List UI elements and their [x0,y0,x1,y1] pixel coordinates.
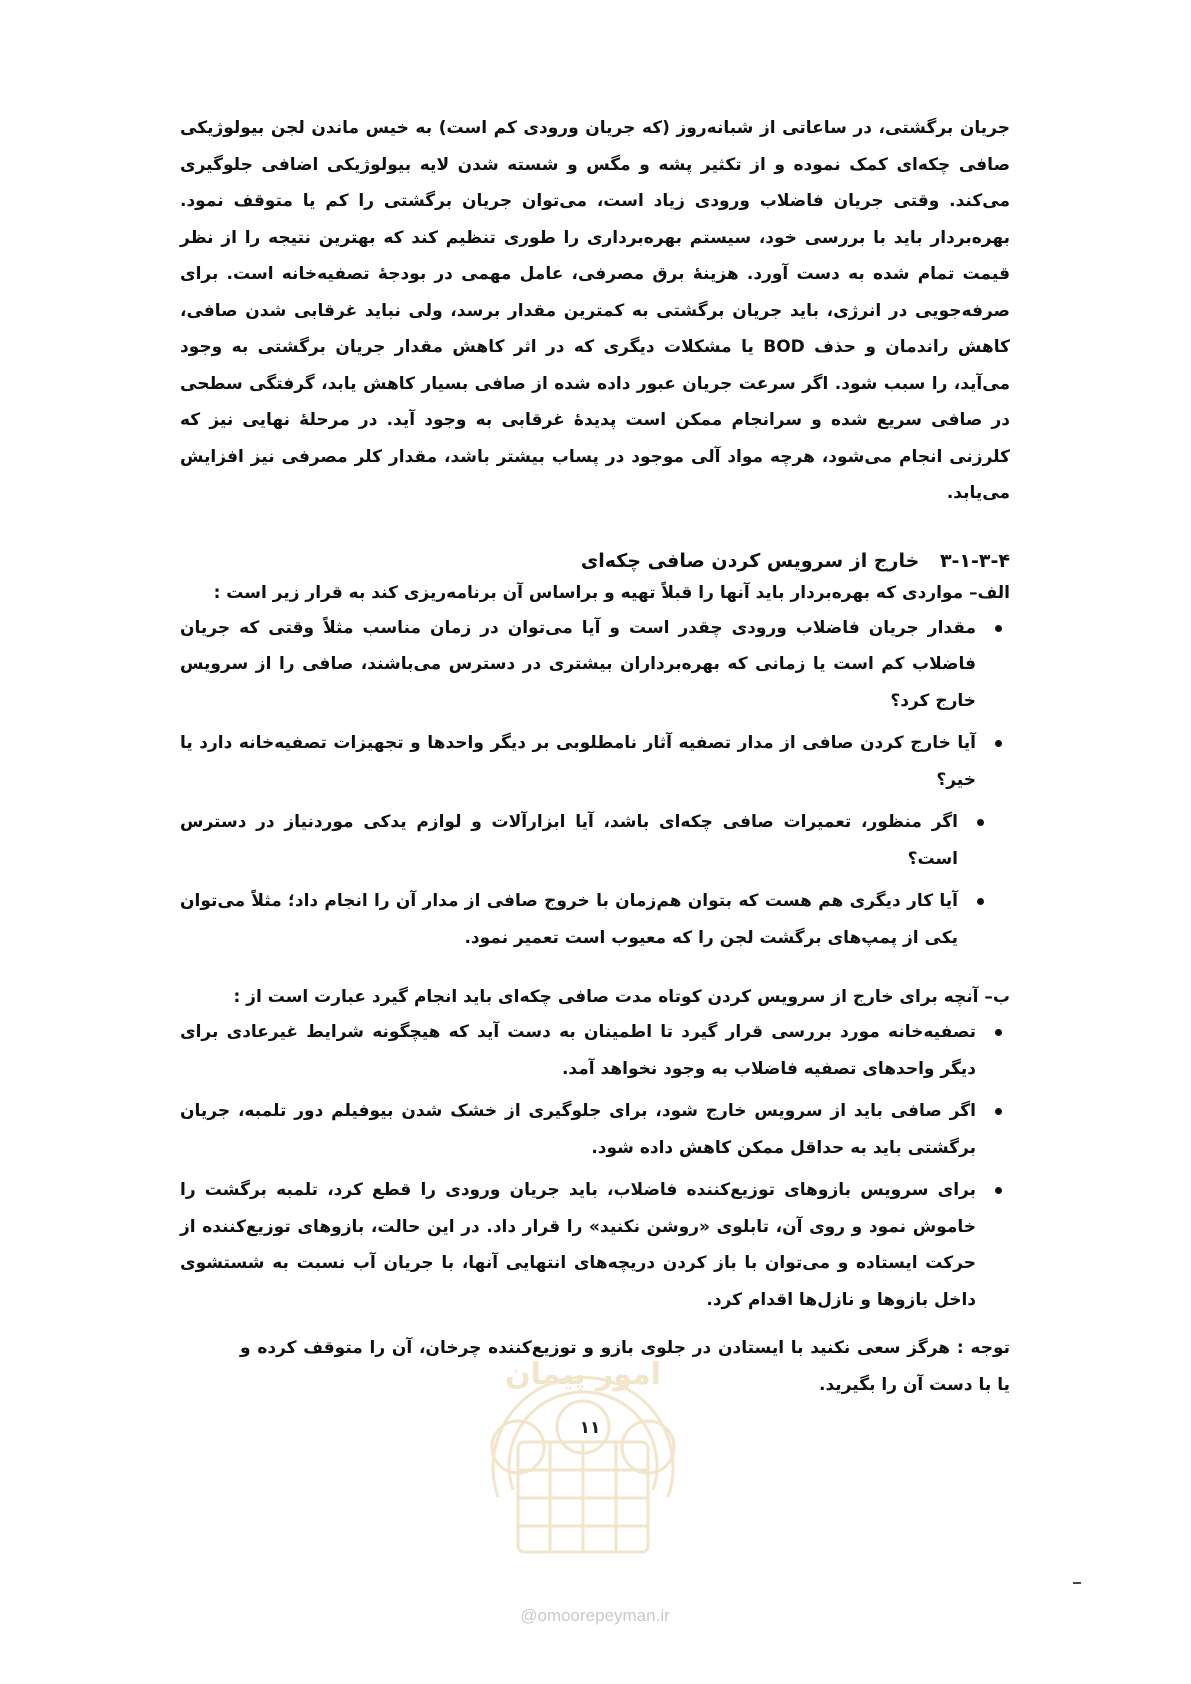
list-item [180,1172,1010,1318]
list-item [180,725,1010,798]
bullet-icon [977,819,984,826]
caution-note: توجه : هرگز سعی نکنید با ایستادن در جلوی بازو و توزیع‌کننده چرخان، آن را متوقف کرده و یا با دست آن را بگیرید. [240,1338,1010,1395]
list-item-text: برای سرویس بازوهای توزیع‌کننده فاضلاب، باید جریان ورودی را قطع کرد، تلمبه برگشت را خاموش نمود و روی آن، تابلوی «روشن نکنید» را قرار داد. در این حالت، بازوهای توزیع‌کننده از حرکت ایستاده و می‌توان با باز کردن دریچه‌های انتهایی آنها، با جریان آب نسبت به شستشوی داخل بازوها و نازل‌ها اقدام کرد. [180,1180,976,1310]
group-b [180,982,1010,1318]
bullet-icon [995,1029,1002,1036]
list-item-text: اگر منظور، تعمیرات صافی چکه‌ای باشد، آیا ابزارآلات و لوازم یدکی موردنیاز در دسترس است؟ [180,812,958,869]
list-item-text: مقدار جریان فاضلاب ورودی چقدر است و آیا می‌توان در زمان مناسب مثلاً وقتی که جریان فاضلاب کم است یا زمانی که بهره‌برداران بیشتری در دسترس می‌باشند، صافی را از سرویس خارج کرد؟ [180,617,976,711]
svg-text:امور پیمان: امور پیمان [505,1357,661,1392]
group-a-list [180,610,1010,957]
bullet-icon [995,1108,1002,1115]
bullet-icon [977,898,984,905]
list-item-text: آیا خارج کردن صافی از مدار تصفیه آثار نامطلوبی بر دیگر واحدها و تجهیزات تصفیه‌خانه دارد یا خیر؟ [180,733,976,790]
margin-mark [1073,1582,1081,1584]
document-page [180,110,1010,1403]
bullet-icon [995,625,1002,632]
list-item-text: اگر صافی باید از سرویس خارج شود، برای جلوگیری از خشک شدن بیوفیلم دور تلمبه، جریان برگشتی باید به حداقل ممکن کاهش داده شود. [180,1101,976,1158]
list-item-text: تصفیه‌خانه مورد بررسی قرار گیرد تا اطمینان به دست آید که هیچگونه شرایط غیرعادی برای دیگر واحدهای تصفیه فاضلاب به وجود نخواهد آمد. [180,1022,976,1079]
list-item-text: آیا کار دیگری هم هست که بتوان هم‌زمان با خروج صافی از مدار آن را انجام داد؛ مثلاً می‌توان یکی از پمپ‌های برگشت لجن را که معیوب است تعمیر نمود. [180,891,958,948]
group-a-label: الف– مواردی که بهره‌بردار باید آنها را قبلاً تهیه و براساس آن برنامه‌ریزی کند به قرار زیر است : [213,582,1010,603]
section-number: ۳-۱-۳-۴ [939,549,1010,572]
list-item [180,883,992,956]
intro-paragraph: جریان برگشتی، در ساعاتی از شبانه‌روز (که جریان ورودی کم است) به خیس ماندن لجن بیولوژیکی صافی چکه‌ای کمک نموده و از تکثیر پشه و مگس و شسته شدن لایه بیولوژیکی اضافی جلوگیری می‌کند. وقتی جریان فاضلاب ورودی زیاد است، می‌توان جریان برگشتی را کم یا متوقف نمود. بهره‌بردار باید با بررسی خود، سیستم بهره‌برداری را طوری تنظیم کند که بهترین نتیجه را از نظر قیمت تمام شده به دست آورد. هزینهٔ برق مصرفی، عامل مهمی در بودجهٔ تصفیه‌خانه است. برای صرفه‌جویی در انرژی، باید جریان برگشتی به کمترین مقدار برسد، ولی نباید غرقابی شدن صافی، کاهش راندمان و حذف BOD یا مشکلات دیگری که در اثر کاهش مقدار جریان برگشتی به وجود می‌آید، را سبب شود. اگر سرعت جریان عبور داده شده از صافی بسیار کاهش یابد، گرفتگی سطحی در صافی سریع شده و سرانجام ممکن است پدیدهٔ غرقابی به وجود آید. در مرحلهٔ نهایی نیز که کلرزنی انجام می‌شود، هرچه مواد آلی موجود در پساب بیشتر باشد، مقدار کلر مصرفی نیز افزایش می‌یابد. [180,118,1010,503]
section-heading [180,544,1010,578]
list-item [180,610,1010,720]
list-item [180,1014,1010,1087]
list-item [180,804,992,877]
footer-url: @omoorepeyman.ir [520,1606,670,1625]
group-b-list [180,1014,1010,1318]
group-b-label: ب– آنچه برای خارج از سرویس کردن کوتاه مدت صافی چکه‌ای باید انجام گیرد عبارت است از : [233,987,1010,1007]
bullet-icon [995,1187,1002,1194]
page-number: ۱۱ [579,1418,601,1438]
watermark-logo-icon [458,1322,708,1572]
list-item [180,1093,1010,1166]
section-title: خارج از سرویس کردن صافی چکه‌ای [580,549,920,572]
bullet-icon [995,740,1002,747]
